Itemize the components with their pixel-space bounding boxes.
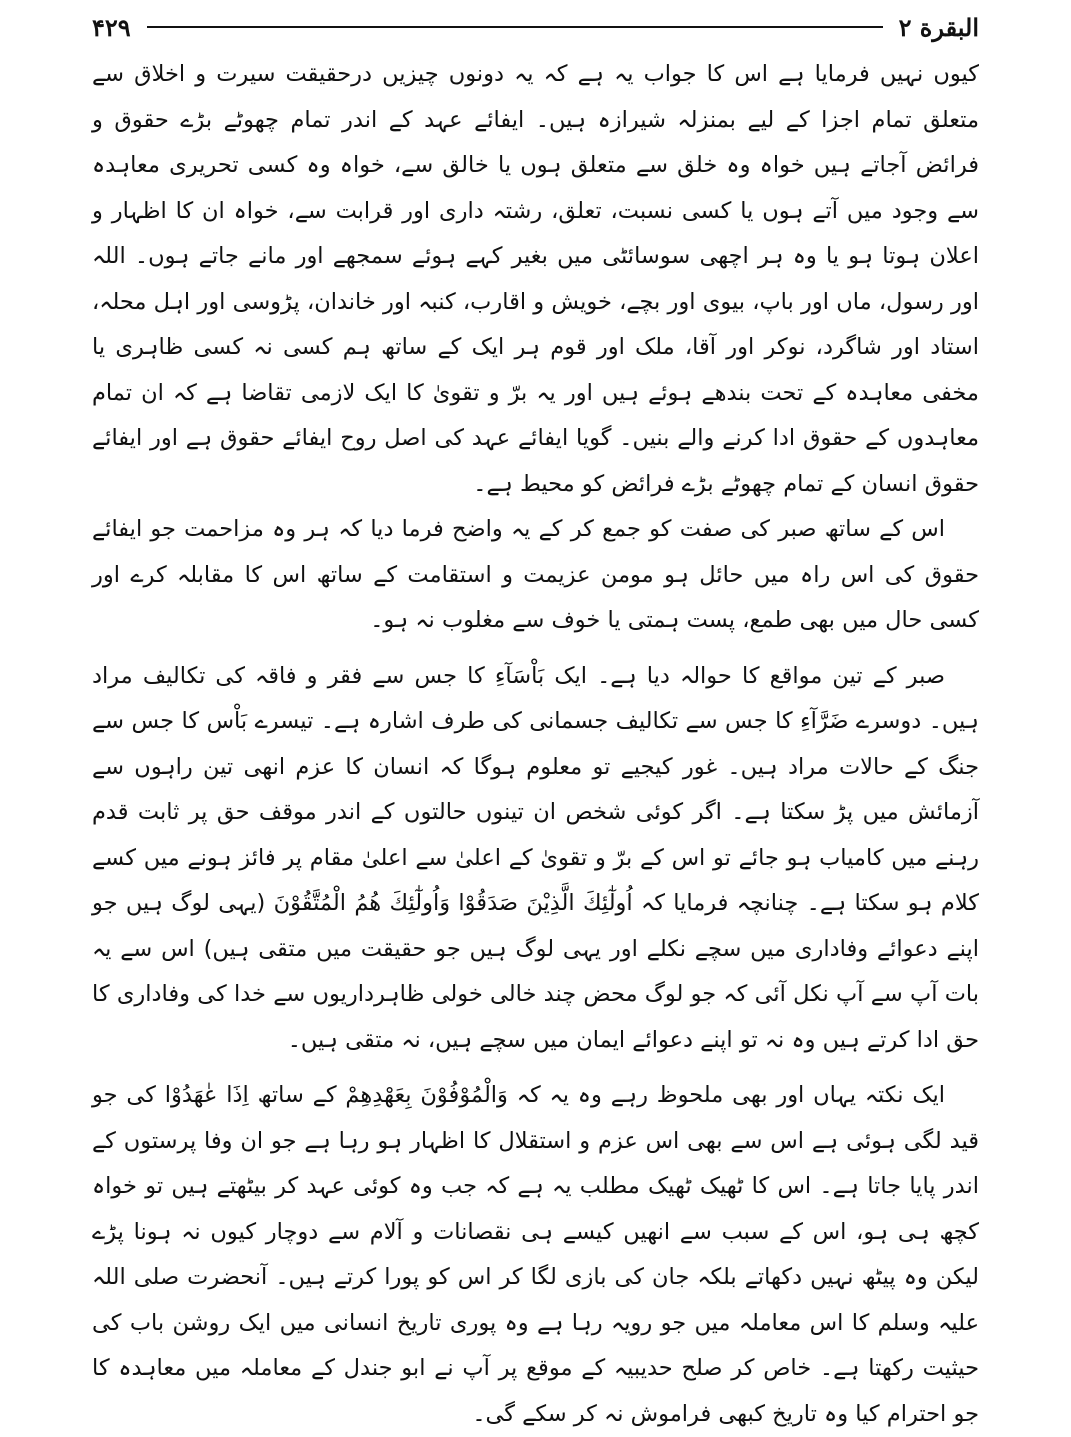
header-rule (147, 26, 883, 28)
paragraph-1: کیوں نہیں فرمایا ہے اس کا جواب یہ ہے کہ یہ دونوں چیزیں درحقیقت سیرت و اخلاق سے متعلق تمام اجزا کے لیے بمنزلہ شیرازہ ہیں۔ ایفائے عہد کے اندر تمام چھوٹے بڑے حقوق و فرائض آجاتے ہیں خواہ وہ خلق سے متعلق ہوں یا خالق سے، خواہ وہ کسی تحریری معاہدہ سے وجود میں آتے ہوں یا کسی نسبت، تعلق، رشتہ داری اور قرابت سے، خواہ ان کا اظہار و اعلان ہوتا ہو یا وہ ہر اچھی سوسائٹی میں بغیر کہے ہوئے سمجھے اور مانے جاتے ہوں۔ اللہ اور رسول، ماں اور باپ، بیوی اور بچے، خویش و اقارب، کنبہ اور خاندان، پڑوسی اور اہل محلہ، استاد اور شاگرد، نوکر اور آقا، ملک اور قوم ہر ایک کے ساتھ ہم کسی نہ کسی ظاہری یا مخفی معاہدہ کے تحت بندھے ہوئے ہیں اور یہ برّ و تقویٰ کا ایک لازمی تقاضا ہے کہ ان تمام معاہدوں کے حقوق ادا کرنے والے بنیں۔ گویا ایفائے عہد کی اصل روح ایفائے حقوق ہے اور ایفائے حقوق انسان کے تمام چھوٹے بڑے فرائض کو محیط ہے۔ (92, 61, 979, 497)
page-body (92, 52, 979, 1437)
page-number: ۴۲۹ (92, 12, 131, 42)
paragraph-3: صبر کے تین مواقع کا حوالہ دیا ہے۔ ایک بَاْسَآءِ کا جس سے فقر و فاقہ کی تکالیف مراد ہیں۔ دوسرے ضَرَّآءِ کا جس سے تکالیف جسمانی کی طرف اشارہ ہے۔ تیسرے بَاْس کا جس سے جنگ کے حالات مراد ہیں۔ غور کیجیے تو معلوم ہوگا کہ انسان کا عزم انھی تین راہوں سے آزمائش میں پڑ سکتا ہے۔ اگر کوئی شخص ان تینوں حالتوں کے اندر موقف حق پر ثابت قدم رہنے میں کامیاب ہو جائے تو اس کے برّ و تقویٰ کے اعلیٰ سے اعلیٰ مقام پر فائز ہونے میں کسے کلام ہو سکتا ہے۔ چنانچہ فرمایا کہ اُولٰٓئِكَ الَّذِيْنَ صَدَقُوْا وَاُولٰٓئِكَ هُمُ الْمُتَّقُوْنَ (یہی لوگ ہیں جو اپنے دعوائے وفاداری میں سچے نکلے اور یہی لوگ ہیں جو حقیقت میں متقی ہیں) اس سے یہ بات آپ سے آپ نکل آئی کہ جو لوگ محض چند خالی خولی ظاہرداریوں سے خدا کی وفاداری کا حق ادا کرتے ہیں وہ نہ تو اپنے دعوائے ایمان میں سچے ہیں، نہ متقی ہیں۔ (92, 662, 979, 1053)
paragraph-4: ایک نکتہ یہاں اور بھی ملحوظ رہے وہ یہ کہ وَالْمُوْفُوْنَ بِعَهْدِهِمْ کے ساتھ اِذَا عٰهَدُوْا کی جو قید لگی ہوئی ہے اس سے بھی اس عزم و استقلال کا اظہار ہو رہا ہے جو ان وفا پرستوں کے اندر پایا جاتا ہے۔ اس کا ٹھیک ٹھیک مطلب یہ ہے کہ جب وہ کوئی عہد کر بیٹھتے ہیں تو خواہ کچھ ہی ہو، اس کے سبب سے انھیں کیسے ہی نقصانات و آلام سے دوچار کیوں نہ ہونا پڑے لیکن وہ پیٹھ نہیں دکھاتے بلکہ جان کی بازی لگا کر اس کو پورا کرتے ہیں۔ آنحضرت صلی اللہ علیہ وسلم کا اس معاملہ میں جو رویہ رہا ہے وہ پوری تاریخ انسانی میں ایک روشن باب کی حیثیت رکھتا ہے۔ خاص کر صلح حدیبیہ کے موقع پر آپ نے ابو جندل کے معاملہ میں معاہدہ کا جو احترام کیا وہ تاریخ کبھی فراموش نہ کر سکے گی۔ (92, 1082, 979, 1427)
paragraph-2: اس کے ساتھ صبر کی صفت کو جمع کر کے یہ واضح فرما دیا کہ ہر وہ مزاحمت جو ایفائے حقوق کی اس راہ میں حائل ہو مومن عزیمت و استقامت کے ساتھ اس کا مقابلہ کرے اور کسی حال میں بھی طمع، پست ہمتی یا خوف سے مغلوب نہ ہو۔ (92, 516, 979, 633)
page-header (92, 6, 979, 48)
running-title: البقرة ۲ (898, 12, 979, 42)
